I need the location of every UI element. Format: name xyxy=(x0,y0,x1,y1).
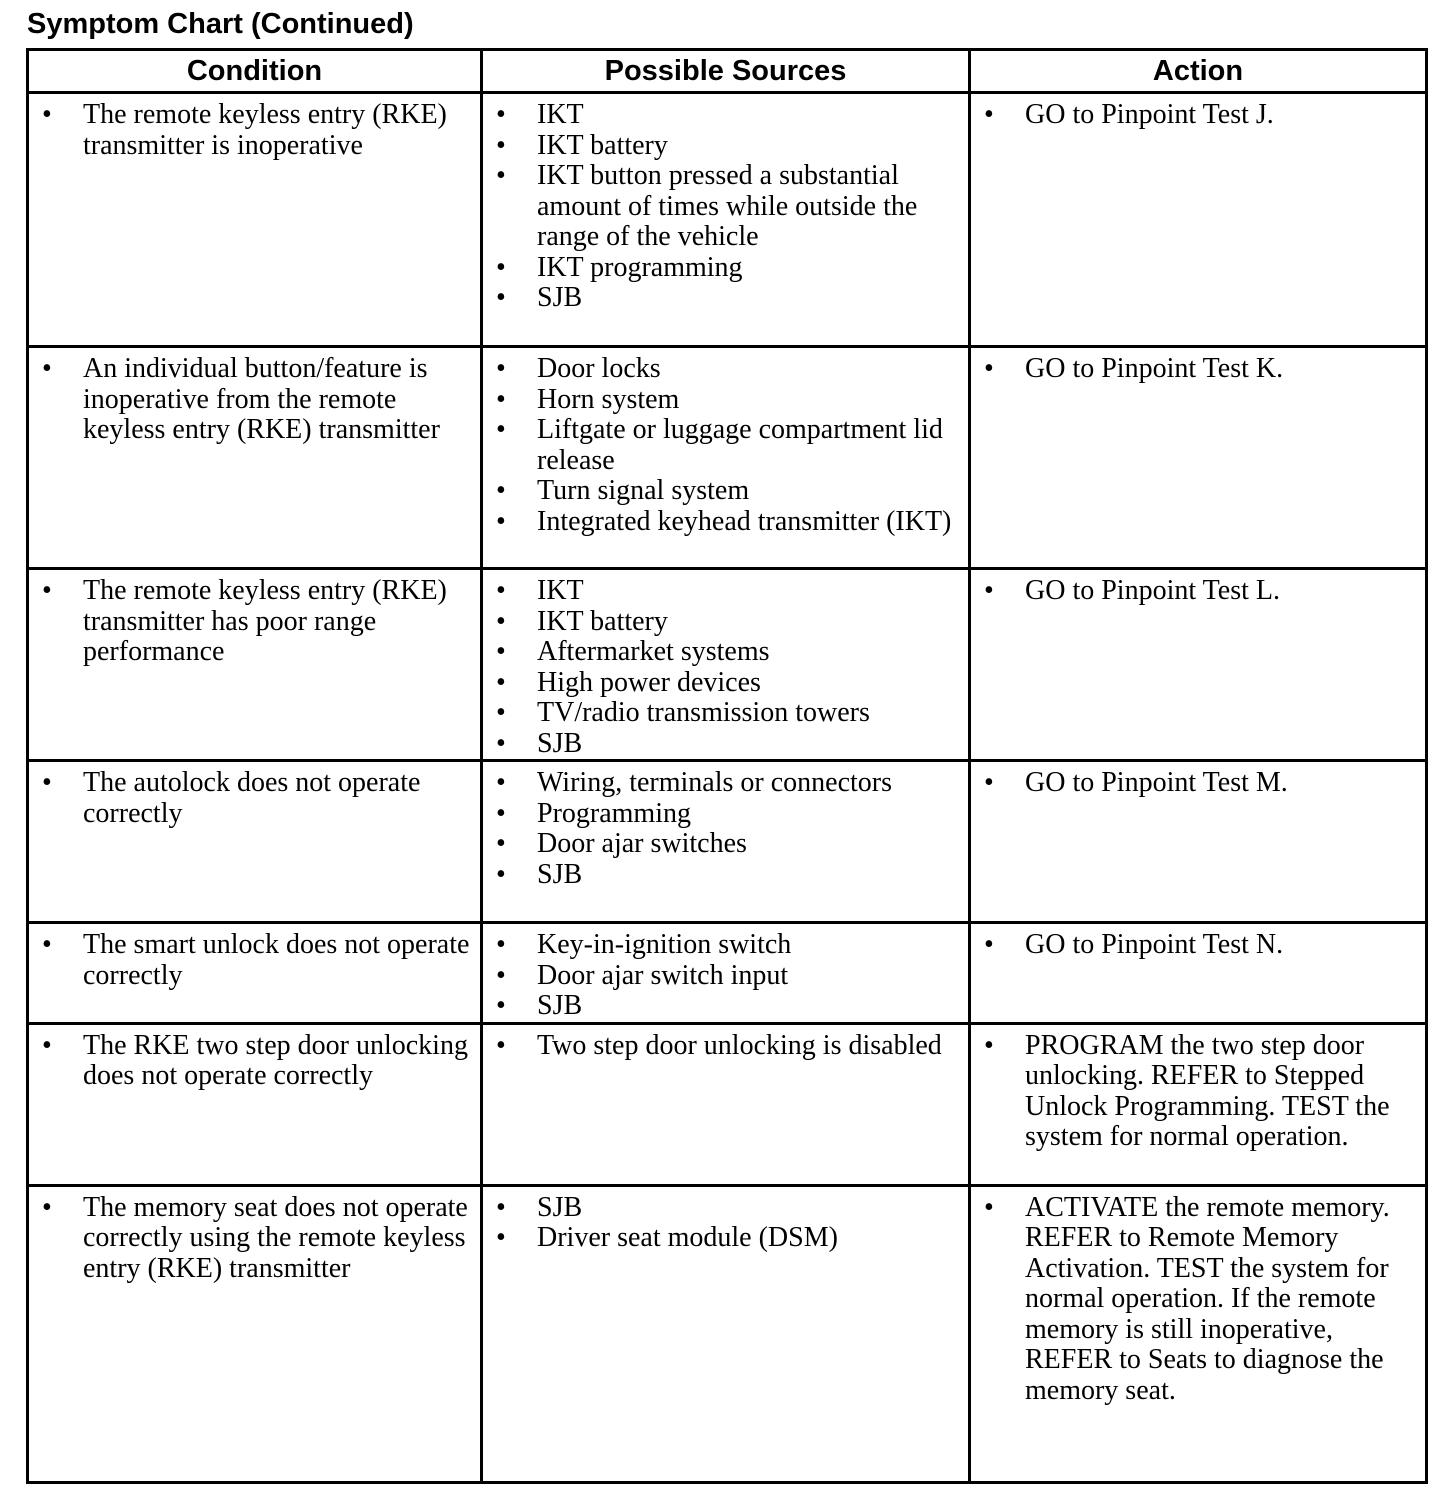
action-cell xyxy=(970,347,1427,569)
source-item: • IKT programming xyxy=(483,253,960,284)
sources-cell xyxy=(482,923,970,1024)
sources-cell xyxy=(482,1185,970,1483)
source-item: • Two step door unlocking is disabled xyxy=(483,1031,960,1062)
source-item: • IKT xyxy=(483,100,960,131)
source-item: • Key-in-ignition switch xyxy=(483,930,960,961)
page-title: Symptom Chart (Continued) xyxy=(27,8,414,40)
table-header-row xyxy=(28,50,1427,93)
sources-cell xyxy=(482,347,970,569)
action-cell xyxy=(970,1023,1427,1185)
source-item: • Driver seat module (DSM) xyxy=(483,1223,960,1254)
condition-cell xyxy=(28,347,482,569)
action-item: • GO to Pinpoint Test J. xyxy=(971,100,1417,131)
source-item: • IKT battery xyxy=(483,607,960,638)
action-item: • GO to Pinpoint Test L. xyxy=(971,576,1417,607)
source-item: • Wiring, terminals or connectors xyxy=(483,768,960,799)
condition-item: • The remote keyless entry (RKE) transmitter is inoperative xyxy=(29,100,472,161)
action-item: • ACTIVATE the remote memory. REFER to Remote Memory Activation. TEST the system for normal operation. If the remote memory is still inoperative, REFER to Seats to diagnose the memory seat. xyxy=(971,1193,1417,1407)
source-item: • Door locks xyxy=(483,354,960,385)
condition-item: • The autolock does not operate correctly xyxy=(29,768,472,829)
table-row xyxy=(28,761,1427,923)
source-item: • Programming xyxy=(483,799,960,830)
table-row xyxy=(28,1185,1427,1483)
source-item: • Door ajar switches xyxy=(483,829,960,860)
sources-cell xyxy=(482,569,970,761)
column-header-condition: Condition xyxy=(28,50,482,93)
source-item: • SJB xyxy=(483,991,960,1022)
condition-cell xyxy=(28,93,482,347)
action-item: • GO to Pinpoint Test N. xyxy=(971,930,1417,961)
sources-cell xyxy=(482,93,970,347)
condition-item: • The remote keyless entry (RKE) transmitter has poor range performance xyxy=(29,576,472,668)
action-cell xyxy=(970,569,1427,761)
source-item: • Integrated keyhead transmitter (IKT) xyxy=(483,507,960,538)
action-item: • GO to Pinpoint Test K. xyxy=(971,354,1417,385)
source-item: • Turn signal system xyxy=(483,476,960,507)
source-item: • SJB xyxy=(483,283,960,314)
action-cell xyxy=(970,1185,1427,1483)
source-item: • Aftermarket systems xyxy=(483,637,960,668)
action-cell xyxy=(970,93,1427,347)
symptom-chart-table xyxy=(26,48,1428,1484)
column-header-action: Action xyxy=(970,50,1427,93)
source-item: • IKT xyxy=(483,576,960,607)
sources-cell xyxy=(482,1023,970,1185)
condition-cell xyxy=(28,761,482,923)
source-item: • Door ajar switch input xyxy=(483,961,960,992)
source-item: • TV/radio transmission towers xyxy=(483,698,960,729)
action-item: • GO to Pinpoint Test M. xyxy=(971,768,1417,799)
source-item: • SJB xyxy=(483,729,960,760)
condition-cell xyxy=(28,1023,482,1185)
table-row xyxy=(28,93,1427,347)
source-item: • IKT button pressed a substantial amount of times while outside the range of the vehicle xyxy=(483,161,960,253)
table-row xyxy=(28,569,1427,761)
source-item: • SJB xyxy=(483,860,960,891)
sources-cell xyxy=(482,761,970,923)
condition-item: • The memory seat does not operate correctly using the remote keyless entry (RKE) transmitter xyxy=(29,1193,472,1285)
column-header-possible-sources: Possible Sources xyxy=(482,50,970,93)
condition-cell xyxy=(28,923,482,1024)
source-item: • High power devices xyxy=(483,668,960,699)
action-cell xyxy=(970,923,1427,1024)
condition-item: • An individual button/feature is inoperative from the remote keyless entry (RKE) transmitter xyxy=(29,354,472,446)
condition-item: • The RKE two step door unlocking does not operate correctly xyxy=(29,1031,472,1092)
action-item: • PROGRAM the two step door unlocking. REFER to Stepped Unlock Programming. TEST the system for normal operation. xyxy=(971,1031,1417,1153)
source-item: • Liftgate or luggage compartment lid release xyxy=(483,415,960,476)
table-row xyxy=(28,923,1427,1024)
table-row xyxy=(28,1023,1427,1185)
table-row xyxy=(28,347,1427,569)
condition-item: • The smart unlock does not operate correctly xyxy=(29,930,472,991)
condition-cell xyxy=(28,569,482,761)
condition-cell xyxy=(28,1185,482,1483)
source-item: • SJB xyxy=(483,1193,960,1224)
source-item: • IKT battery xyxy=(483,131,960,162)
action-cell xyxy=(970,761,1427,923)
source-item: • Horn system xyxy=(483,385,960,416)
